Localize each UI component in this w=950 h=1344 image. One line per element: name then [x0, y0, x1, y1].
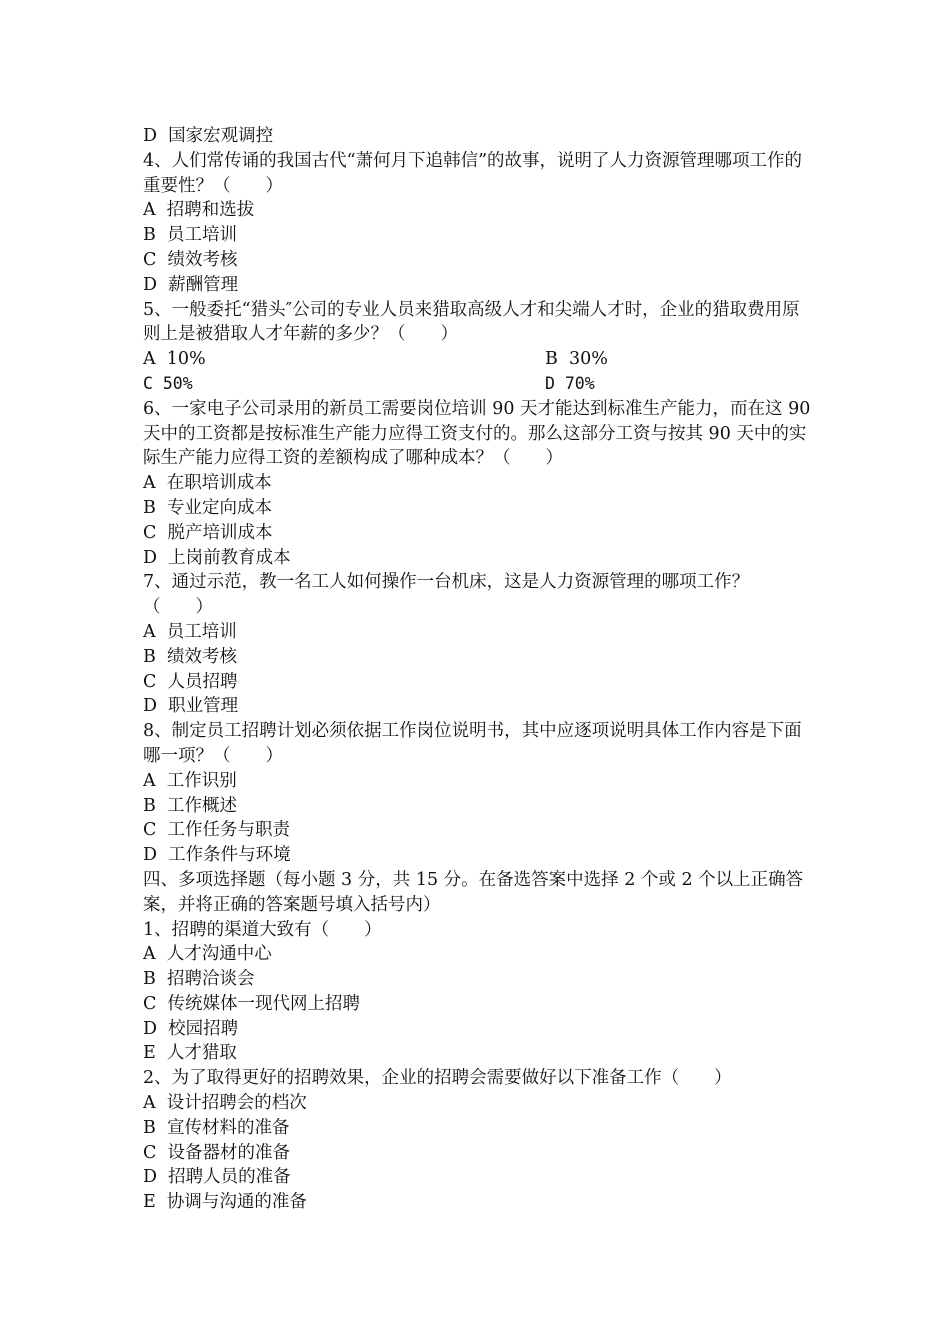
option-c: C 传统媒体一现代网上招聘	[143, 993, 361, 1014]
question-4	[143, 149, 813, 298]
option-a: A 人才沟通中心	[143, 944, 272, 965]
question-stem: 5、一般委托“猎头″公司的专业人员来猎取高级人才和尖端人才时，企业的猎取费用原则上是被猎取人才年薪的多少？（ ）	[143, 299, 800, 345]
option-b: B 专业定向成本	[143, 497, 272, 518]
option-b: B 员工培训	[143, 225, 237, 246]
question-5	[143, 298, 813, 397]
multi-question-1	[143, 918, 813, 1067]
option-a: A 在职培训成本	[143, 473, 272, 494]
option-a: A 招聘和选拔	[143, 200, 255, 221]
question-7	[143, 570, 813, 719]
option-b: B 招聘洽谈会	[143, 969, 255, 990]
option-c: C 设备器材的准备	[143, 1142, 291, 1163]
document-page	[143, 124, 813, 1215]
option-c: C 绩效考核	[143, 249, 238, 270]
option-b: B 绩效考核	[143, 646, 237, 667]
option-b: B 工作概述	[143, 795, 237, 816]
option-c: C 50%	[143, 373, 193, 393]
question-stem: 8、制定员工招聘计划必须依据工作岗位说明书，其中应逐项说明具体工作内容是下面哪一项？（ ）	[143, 721, 802, 766]
option-d: D 招聘人员的准备	[143, 1167, 291, 1188]
option-c: C 人员招聘	[143, 671, 238, 692]
question-stem: 7、通过示范，教一名工人如何操作一台机床，这是人力资源管理的哪项工作？	[143, 572, 750, 593]
option-b: B 宣传材料的准备	[143, 1117, 290, 1138]
question-stem: 6、一家电子公司录用的新员工需要岗位培训 90 天才能达到标准生产能力，而在这 90 天中的工资都是按标准生产能力应得工资支付的。那么这部分工资与按其 90 天中的实际生产能力应得工资的差额构成了哪种成本？（ ）	[143, 398, 811, 469]
option-row	[143, 347, 813, 372]
answer-parentheses: （ ）	[143, 597, 213, 618]
option-a: A 工作识别	[143, 770, 237, 791]
option-d: D 薪酬管理	[143, 274, 239, 295]
option-e: E 人才猎取	[143, 1043, 237, 1064]
option-d: D 校园招聘	[143, 1018, 239, 1039]
option-c: C 工作任务与职责	[143, 820, 291, 841]
option-d: D 70%	[545, 373, 595, 393]
option-d: D 工作条件与环境	[143, 845, 291, 866]
option-c: C 脱产培训成本	[143, 522, 273, 543]
option-a: A 设计招聘会的档次	[143, 1093, 307, 1114]
question-6	[143, 397, 813, 571]
question-stem: 1、招聘的渠道大致有（ ）	[143, 919, 382, 940]
option-a: A 员工培训	[143, 621, 237, 642]
option-row	[143, 372, 813, 397]
question-8	[143, 719, 813, 868]
section-heading: 四、多项选择题（每小题 3 分，共 15 分。在备选答案中选择 2 个或 2 个以上正确答案，并将正确的答案题号填入括号内）	[143, 869, 804, 915]
option-e: E 协调与沟通的准备	[143, 1192, 307, 1213]
option-a: A 10%	[143, 349, 206, 370]
option-d: D 上岗前教育成本	[143, 547, 291, 568]
option-d: D 国家宏观调控	[143, 126, 274, 146]
multi-question-2	[143, 1066, 813, 1215]
option-b: B 30%	[545, 349, 608, 370]
question-stem: 4、人们常传诵的我国古代“萧何月下追韩信”的故事，说明了人力资源管理哪项工作的重要性？（ ）	[143, 150, 803, 196]
option-d: D 职业管理	[143, 696, 239, 717]
question-stem: 2、为了取得更好的招聘效果，企业的招聘会需要做好以下准备工作（ ）	[143, 1068, 732, 1089]
